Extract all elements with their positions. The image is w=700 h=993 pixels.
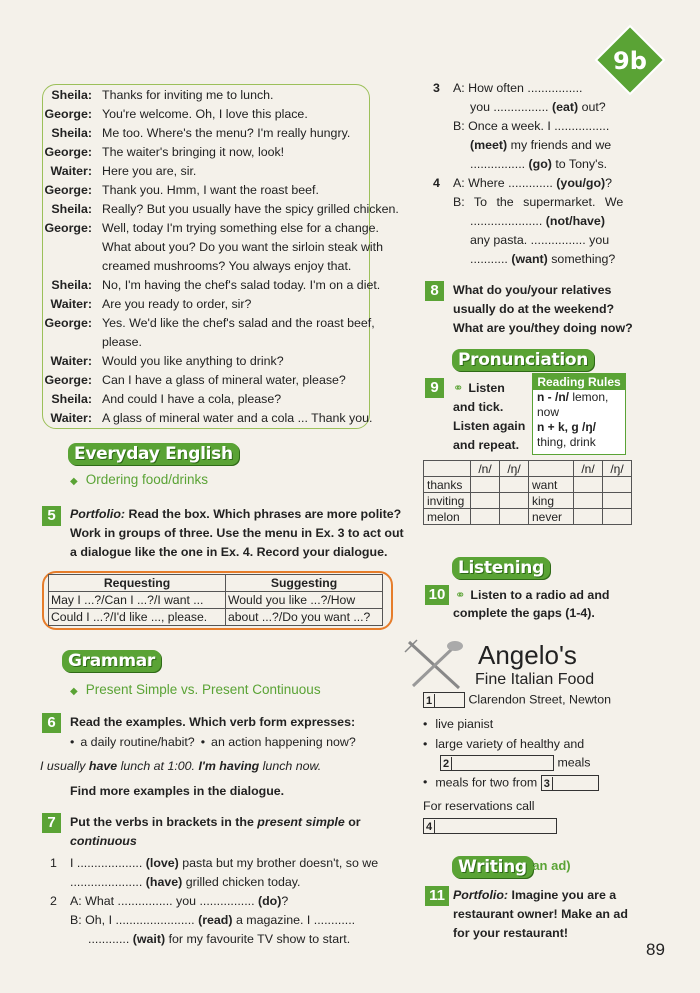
reading-rules-example: lemon,	[569, 390, 609, 404]
gap-1-field[interactable]: 1	[423, 692, 465, 708]
exercise-9-line2: and tick.	[453, 400, 504, 414]
exercise-10-number: 10	[425, 585, 449, 605]
exercise-6-question: Read the examples. Which verb form expresses:	[70, 715, 356, 729]
ad-gap-4-line	[423, 818, 557, 834]
dialogue-line: George: Can I have a glass of mineral water, please?	[44, 373, 346, 387]
exercise-7-item-4-e: ........... (want) something?	[470, 252, 616, 266]
exercise-7-item-4-d: any pasta. ................ you	[470, 233, 610, 247]
table-header: /n/	[574, 461, 603, 477]
everyday-english-subheading: ◆ Ordering food/drinks	[70, 472, 209, 487]
exercise-7-item-1-cont: ..................... (have) grilled chicken today.	[70, 875, 301, 889]
dialogue-line: Waiter: A glass of mineral water and a cola ... Thank you.	[50, 411, 373, 425]
dialogue-line-cont: What about you? Do you want the sirloin steak with	[102, 240, 384, 254]
ad-bullet: • live pianist	[423, 717, 493, 731]
table-header: /ŋ/	[500, 461, 529, 477]
table-row	[49, 592, 383, 609]
exercise-8-line1: What do you/your relatives	[453, 283, 612, 297]
dialogue-line: George: You're welcome. Oh, I love this place.	[44, 107, 308, 121]
exercise-7-item-3-d: (meet) my friends and we	[470, 138, 612, 152]
cutlery-icon	[403, 636, 475, 694]
exercise-5-number: 5	[42, 506, 61, 526]
tick-cell[interactable]	[471, 477, 500, 493]
table-cell	[424, 461, 471, 477]
gap-3-field[interactable]: 3	[541, 775, 599, 791]
table-header: Requesting	[49, 575, 226, 592]
table-cell: about ...?/Do you want ...?	[226, 609, 383, 626]
table-header: /ŋ/	[603, 461, 632, 477]
ad-gap-2-line: 2 meals	[440, 755, 591, 771]
exercise-11-line2: restaurant owner! Make an ad	[453, 907, 628, 921]
reading-rules-box	[532, 373, 626, 455]
tick-cell[interactable]	[574, 477, 603, 493]
tick-cell[interactable]	[603, 509, 632, 525]
exercise-6-options: • a daily routine/habit? • an action happening now?	[70, 735, 356, 749]
gap-2-field[interactable]: 2	[440, 755, 554, 771]
tick-cell[interactable]	[603, 493, 632, 509]
exercise-11-line3: for your restaurant!	[453, 926, 568, 940]
exercise-7-item-3: 3 A: How often ................	[433, 81, 583, 95]
exercise-7-item-4-b: B: To the supermarket. We	[453, 195, 624, 209]
table-cell	[529, 461, 574, 477]
exercise-11-number: 11	[425, 886, 449, 906]
ad-gap-1-line: 1 Clarendon Street, Newton	[423, 692, 611, 708]
dialogue-line: Sheila: No, I'm having the chef's salad today. I'm on a diet.	[51, 278, 381, 292]
listening-heading: Listening	[452, 557, 550, 579]
tick-cell[interactable]	[574, 509, 603, 525]
dialogue-line: Sheila: Thanks for inviting me to lunch.	[51, 88, 274, 102]
exercise-9-line4: and repeat.	[453, 438, 520, 452]
table-cell: Could I ...?/I'd like ..., please.	[49, 609, 226, 626]
tick-cell[interactable]	[574, 493, 603, 509]
exercise-5-line1: Portfolio: Read the box. Which phrases are more polite?	[70, 507, 402, 521]
ad-reservations: For reservations call	[423, 799, 535, 813]
unit-badge-label: 9b	[613, 47, 647, 75]
exercise-7-item-4: 4 A: Where ............. (you/go)?	[433, 176, 613, 190]
exercise-7-item-3-b: you ................ (eat) out?	[470, 100, 606, 114]
table-header: /n/	[471, 461, 500, 477]
exercise-8-line2: usually do at the weekend?	[453, 302, 615, 316]
table-cell: king	[529, 493, 574, 509]
exercise-6-find: Find more examples in the dialogue.	[70, 784, 285, 798]
exercise-7-item-4-c: ..................... (not/have)	[470, 214, 605, 228]
exercise-10-line2: complete the gaps (1-4).	[453, 606, 595, 620]
table-cell: never	[529, 509, 574, 525]
audio-icon[interactable]: ⚭	[455, 588, 466, 602]
dialogue-line: George: The waiter's bringing it now, look!	[44, 145, 285, 159]
reading-rules-line: thing, drink	[537, 435, 596, 449]
dialogue-line: George: Yes. We'd like the chef's salad and the roast beef,	[44, 316, 375, 330]
exercise-7-item-1: 1 I ................... (love) pasta but my brother doesn't, so we	[50, 856, 379, 870]
table-row	[49, 575, 383, 592]
gap-4-field[interactable]: 4	[423, 818, 557, 834]
tick-cell[interactable]	[500, 477, 529, 493]
exercise-7-number: 7	[42, 813, 61, 833]
ad-restaurant-name: Angelo's	[478, 640, 577, 670]
dialogue-line-cont: please.	[102, 335, 142, 349]
dialogue-line: Sheila: Really? But you usually have the spicy grilled chicken.	[51, 202, 399, 216]
tick-cell[interactable]	[471, 493, 500, 509]
unit-badge	[594, 24, 666, 96]
reading-rules-title: Reading Rules	[533, 374, 625, 390]
exercise-9-number: 9	[425, 378, 444, 398]
audio-icon[interactable]: ⚭	[453, 381, 464, 395]
table-cell: May I ...?/Can I ...?/I want ...	[49, 592, 226, 609]
table-row	[424, 509, 632, 525]
page-number: 89	[646, 940, 665, 959]
exercise-7-item-3-e: ................ (go) to Tony's.	[470, 157, 608, 171]
exercise-9-line1: ⚭ Listen	[453, 381, 505, 395]
tick-cell[interactable]	[471, 509, 500, 525]
table-row	[424, 461, 632, 477]
exercise-7-item-2-cont: ............ (wait) for my favourite TV show to start.	[88, 932, 351, 946]
exercise-7-item-2-b: B: Oh, I ....................... (read) a magazine. I ............	[70, 913, 356, 927]
table-row	[49, 609, 383, 626]
reading-rules-line: now	[537, 405, 560, 419]
writing-heading: Writing	[452, 856, 533, 878]
exercise-6-number: 6	[42, 713, 61, 733]
exercise-8-number: 8	[425, 281, 444, 301]
exercise-7-item-2: 2 A: What ................ you ................ (do)?	[50, 894, 289, 908]
reading-rules-line: n + k, g /ŋ/	[537, 420, 597, 434]
dialogue-line: Waiter: Here you are, sir.	[50, 164, 197, 178]
exercise-5-line2: Work in groups of three. Use the menu in Ex. 3 to act out	[70, 526, 404, 540]
tick-cell[interactable]	[500, 493, 529, 509]
exercise-5-line3: a dialogue like the one in Ex. 4. Record your dialogue.	[70, 545, 388, 559]
table-cell: Would you like ...?/How	[226, 592, 383, 609]
diamond-icon: ◆	[70, 686, 78, 697]
table-row	[424, 493, 632, 509]
table-cell: thanks	[424, 477, 471, 493]
exercise-10-line1: ⚭ Listen to a radio ad and	[455, 588, 610, 602]
exercise-7-question: Put the verbs in brackets in the present simple or	[70, 815, 361, 829]
dialogue-line: Waiter: Are you ready to order, sir?	[50, 297, 252, 311]
writing-subheading: (an ad)	[528, 858, 571, 873]
dialogue-line-cont: creamed mushrooms? You always enjoy that.	[102, 259, 352, 273]
tick-cell[interactable]	[603, 477, 632, 493]
ad-subtitle: Fine Italian Food	[475, 671, 595, 688]
table-cell: inviting	[424, 493, 471, 509]
sounds-table	[423, 460, 632, 525]
ad-bullet: • large variety of healthy and	[423, 737, 584, 751]
dialogue	[0, 88, 399, 428]
exercise-7-item-3-c: B: Once a week. I ................	[453, 119, 610, 133]
dialogue-line: Waiter: Would you like anything to drink?	[50, 354, 284, 368]
diamond-icon: ◆	[70, 476, 78, 487]
exercise-6-example: I usually have lunch at 1:00. I'm having lunch now.	[40, 759, 322, 773]
dialogue-line: George: Well, today I'm trying something else for a change.	[44, 221, 379, 235]
ad-gap-3-line: • meals for two from 3	[423, 775, 599, 791]
pronunciation-heading: Pronunciation	[452, 349, 594, 371]
dialogue-line: Sheila: And could I have a cola, please?	[51, 392, 282, 406]
dialogue-line: George: Thank you. Hmm, I want the roast beef.	[44, 183, 319, 197]
table-row	[424, 477, 632, 493]
exercise-11-line1: Portfolio: Imagine you are a	[453, 888, 617, 902]
table-header: Suggesting	[226, 575, 383, 592]
exercise-9-line3: Listen again	[453, 419, 526, 433]
phrases-table	[48, 574, 383, 626]
reading-rules-sound: n - /n/	[537, 390, 569, 404]
dialogue-line: Sheila: Me too. Where's the menu? I'm really hungry.	[51, 126, 351, 140]
restaurant-ad	[403, 636, 611, 842]
table-cell: want	[529, 477, 574, 493]
grammar-heading: Grammar	[62, 650, 161, 672]
reading-rules-line	[533, 390, 625, 405]
everyday-english-heading: Everyday English	[68, 443, 239, 465]
table-cell: melon	[424, 509, 471, 525]
grammar-subheading: ◆ Present Simple vs. Present Continuous	[70, 682, 321, 697]
exercise-8-line3: What are you/they doing now?	[453, 321, 633, 335]
tick-cell[interactable]	[500, 509, 529, 525]
exercise-7-question-cont: continuous	[70, 834, 137, 848]
